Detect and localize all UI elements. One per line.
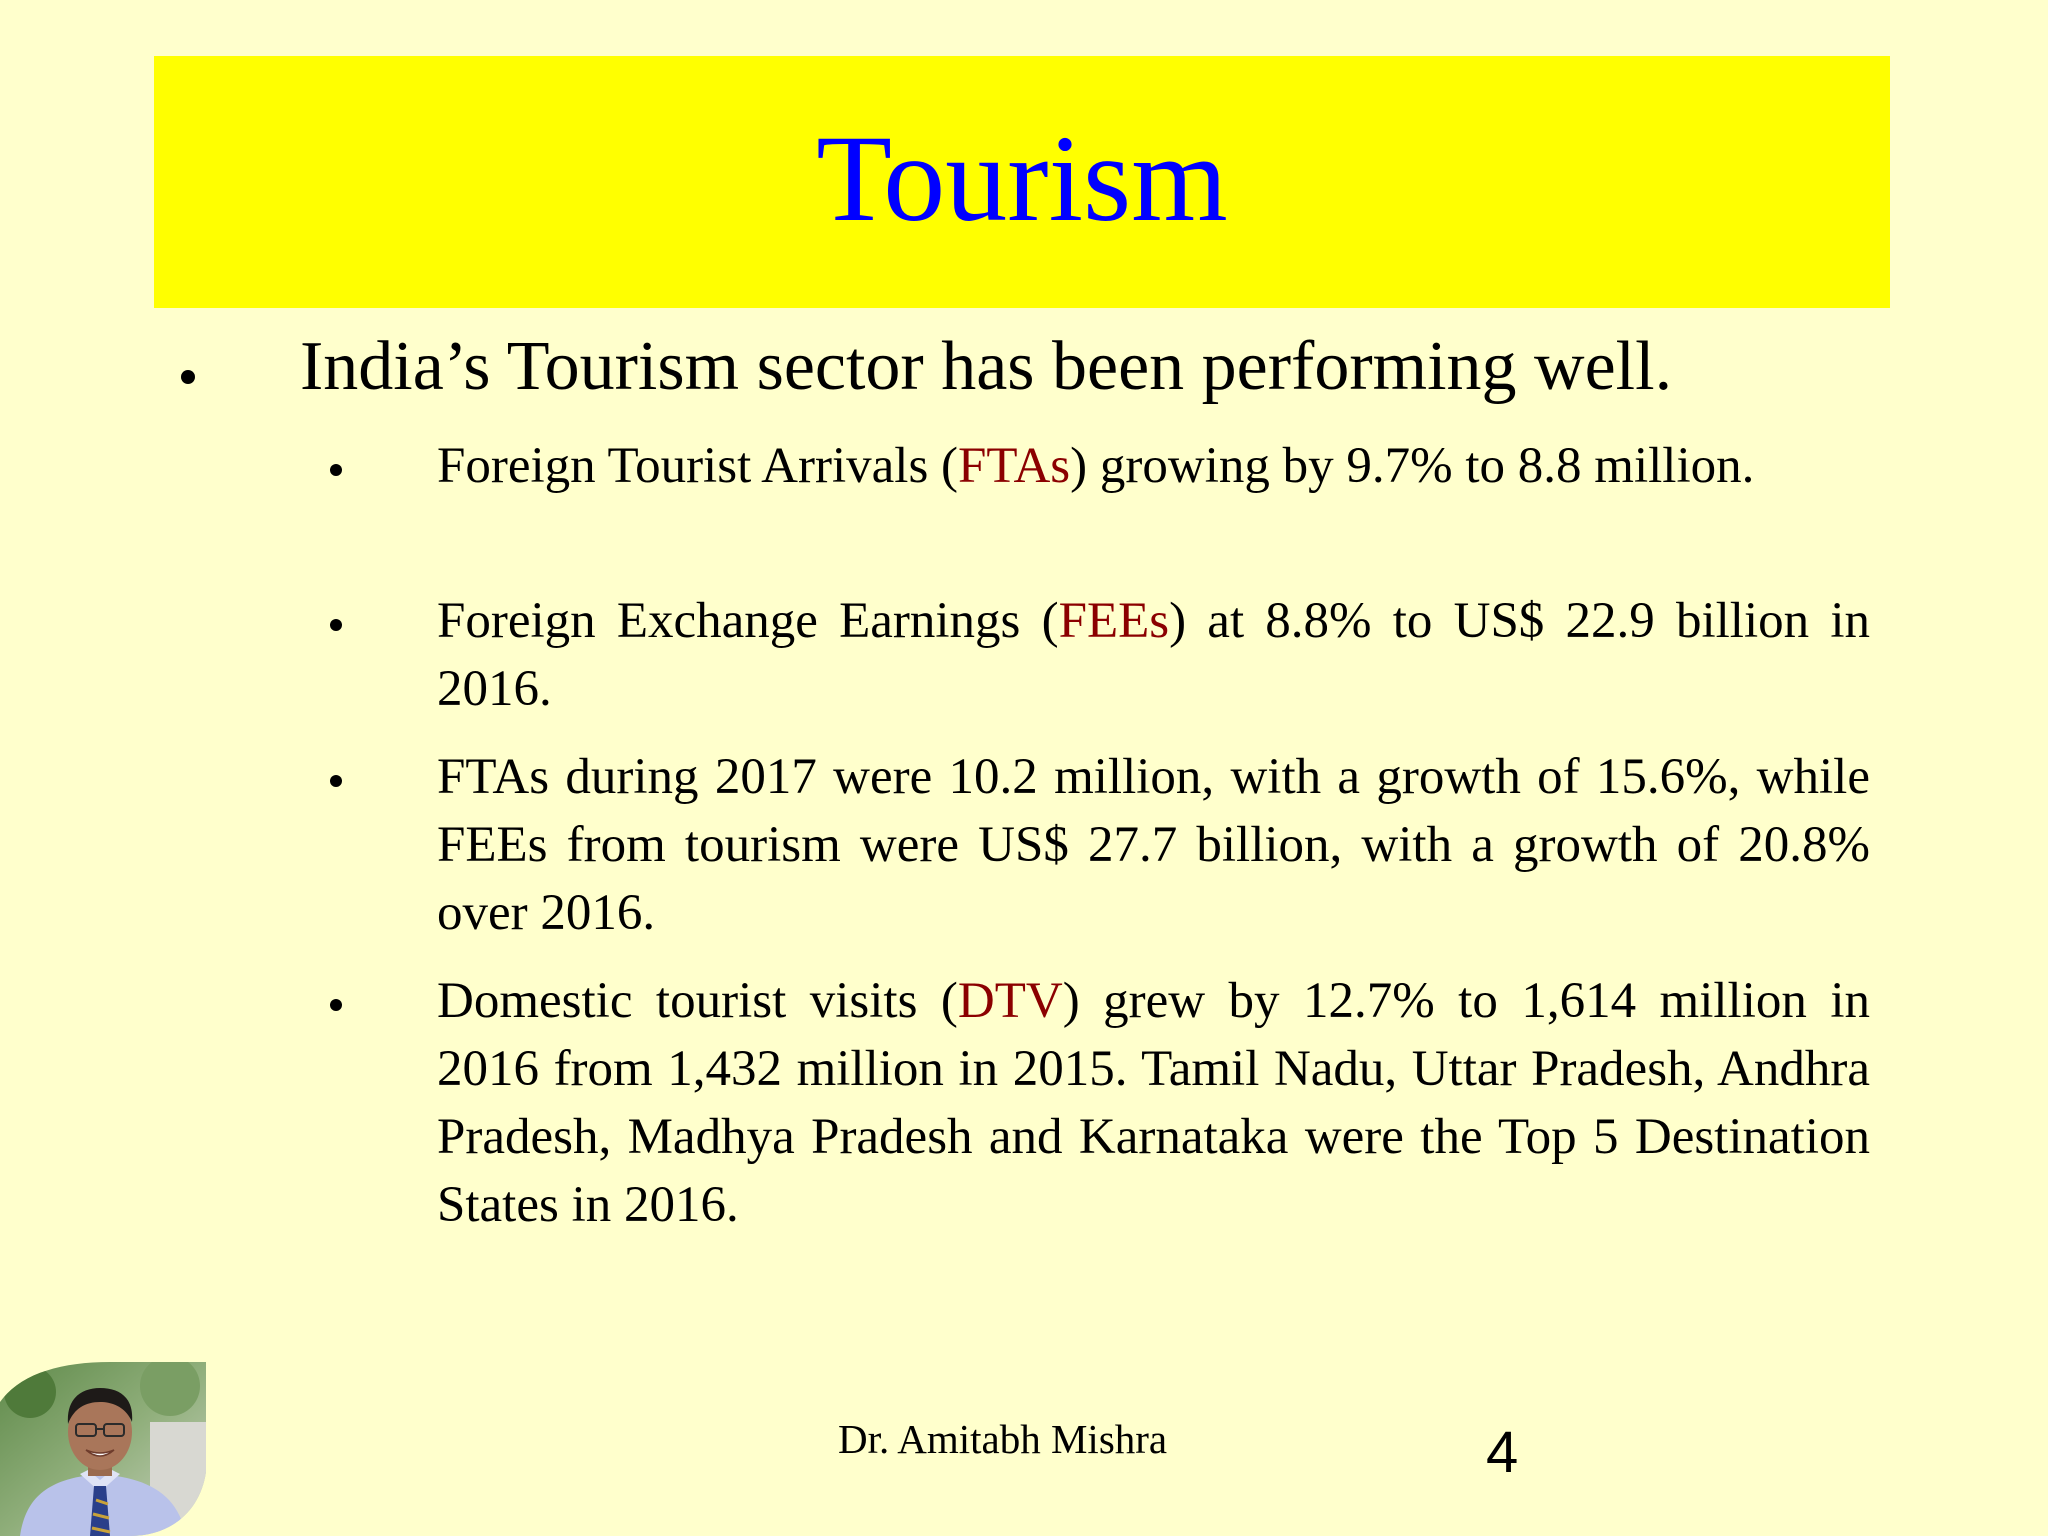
sub-point-1-post: ) growing by 9.7% to 8.8 million. [1070, 438, 1755, 494]
author-avatar [0, 1362, 206, 1536]
title-band [154, 56, 1890, 308]
bullet-main [181, 370, 195, 384]
sub-point-2 [437, 587, 1870, 723]
bullet-sub-2 [330, 619, 342, 631]
sub-point-4 [437, 967, 1870, 1239]
sub-point-1-pre: Foreign Tourist Arrivals ( [437, 438, 959, 494]
sub-point-3: FTAs during 2017 were 10.2 million, with a growth of 15.6%, while FEEs from tourism were US$ 27.7 billion, with a growth of 20.8% over 2016. [437, 749, 1870, 941]
main-point: India’s Tourism sector has been performing well. [300, 328, 1673, 405]
avatar-portrait-icon [0, 1362, 206, 1536]
bullet-sub-4 [330, 999, 342, 1011]
sub-point-4-pre: Domestic tourist visits ( [437, 973, 958, 1029]
sub-point-2-post: ) at 8.8% to US$ 22.9 billion in 2016. [437, 593, 1870, 717]
footer-author: Dr. Amitabh Mishra [838, 1416, 1168, 1462]
abbr-dtv: DTV [957, 973, 1063, 1029]
sub-point-1 [437, 432, 1870, 500]
sub-point-4-post: ) grew by 12.7% to 1,614 million in 2016 from 1,432 million in 2015. Tamil Nadu, Uttar Pradesh, Andhra Pradesh, Madhya Pradesh and Karnataka were the Top 5 Destination States in 2016. [437, 973, 1870, 1233]
slide-title: Tourism [816, 110, 1228, 247]
bullet-sub-1 [330, 464, 342, 476]
abbr-ftas: FTAs [958, 438, 1071, 494]
sub-point-2-pre: Foreign Exchange Earnings ( [437, 593, 1059, 649]
bullet-sub-3 [330, 775, 342, 787]
page-number: 4 [1486, 1420, 1519, 1485]
abbr-fees: FEEs [1058, 593, 1170, 649]
